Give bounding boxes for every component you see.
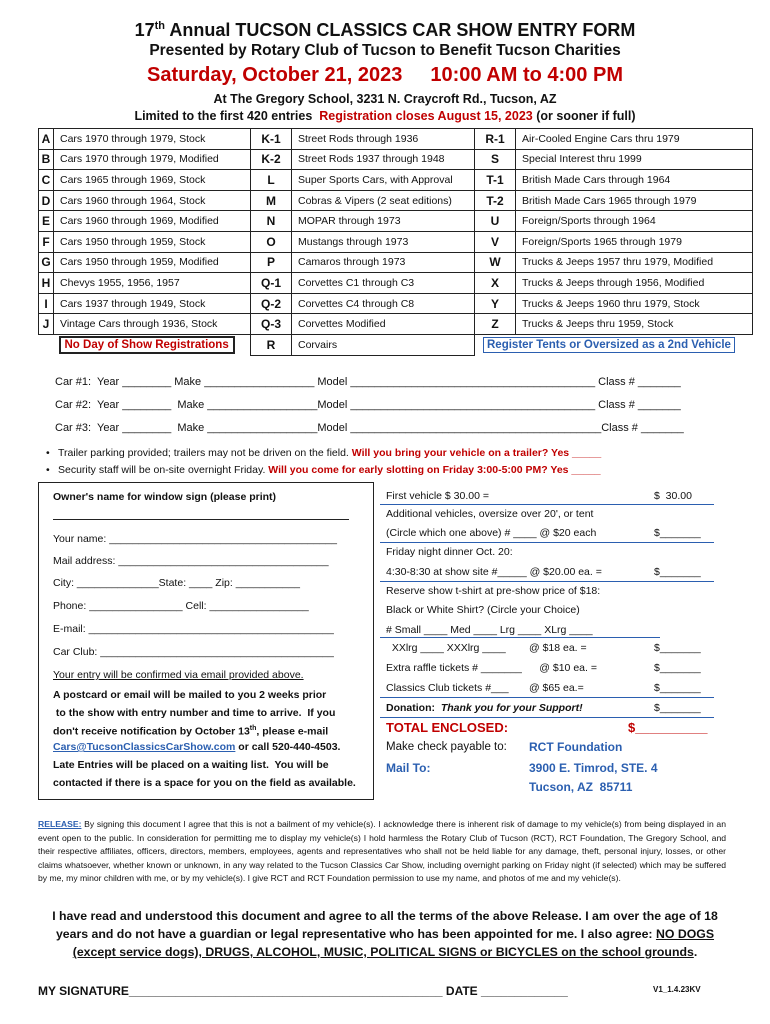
class-desc: Cars 1970 through 1979, Stock: [54, 129, 251, 150]
class-desc: Cars 1965 through 1969, Stock: [54, 170, 251, 191]
entry-limit: Limited to the first 420 entries Registration closes August 15, 2023 (or sooner if full): [134, 109, 636, 123]
class-table-row: [39, 293, 753, 314]
class-code: C: [39, 170, 54, 191]
event-date-time: Saturday, October 21, 2023 10:00 AM to 4:00 PM: [147, 64, 623, 86]
payee-name: RCT Foundation: [529, 740, 623, 754]
tents-cell: [475, 334, 753, 355]
dinner-label: Friday night dinner Oct. 20:: [386, 546, 513, 558]
class-desc: Corvettes C4 through C8: [292, 293, 475, 314]
tshirt-amount[interactable]: $_______: [654, 642, 701, 654]
class-code: Q-2: [251, 293, 292, 314]
security-bullet[interactable]: • Security staff will be on-site overnight Friday. Will you come for early slotting on Friday 3:00-5:00 PM? Yes _____: [58, 464, 601, 476]
club-tickets-count[interactable]: Classics Club tickets #___ @ $65 ea.=: [386, 682, 584, 694]
class-table: [38, 128, 753, 356]
class-desc: Cars 1950 through 1959, Stock: [54, 231, 251, 252]
class-desc: Super Sports Cars, with Approval: [292, 170, 475, 191]
car2-line[interactable]: Car #2: Year ________ Make __________________Model ________________________________________ Class # _______: [55, 399, 681, 411]
class-code: P: [251, 252, 292, 273]
city-state-zip-field[interactable]: City: ______________State: ____ Zip: ___________: [53, 577, 300, 589]
class-code: A: [39, 129, 54, 150]
class-code: E: [39, 211, 54, 232]
class-desc: MOPAR through 1973: [292, 211, 475, 232]
agreement-statement: I have read and understood this document and agree to all the terms of the above Release. I am over the age of 18 years and do not have a guardian or legal representative who has been appointed for me. I also agree: NO DOGS (except service dogs), DRUGS, ALCOHOL, MUSIC, POLITICAL SIGNS or BICYCLES on the school grounds.: [52, 909, 718, 959]
class-desc: Chevys 1955, 1956, 1957: [54, 273, 251, 294]
window-sign-field[interactable]: [53, 507, 349, 520]
additional-vehicles-amount[interactable]: $_______: [654, 527, 701, 539]
class-code: I: [39, 293, 54, 314]
class-desc: Mustangs through 1973: [292, 231, 475, 252]
class-table-row: [39, 252, 753, 273]
late-entries-note-2: contacted if there is a space for you on the field as available.: [53, 777, 356, 789]
class-code: N: [251, 211, 292, 232]
mail-to-label: Mail To:: [386, 761, 431, 775]
mail-address-field[interactable]: Mail address: ____________________________________: [53, 555, 329, 567]
class-desc: Corvettes C1 through C3: [292, 273, 475, 294]
mail-address-line-1: 3900 E. Timrod, STE. 4: [529, 761, 658, 775]
class-desc: Corvettes Modified: [292, 314, 475, 335]
class-code: S: [475, 149, 516, 170]
class-table-row: [39, 211, 753, 232]
your-name-field[interactable]: Your name: _______________________________________: [53, 533, 337, 545]
class-desc: Cars 1970 through 1979, Modified: [54, 149, 251, 170]
first-vehicle-fee: First vehicle $ 30.00 =: [386, 490, 490, 502]
class-code: V: [475, 231, 516, 252]
class-code: K-1: [251, 129, 292, 150]
class-table-row: [39, 273, 753, 294]
confirmation-note: Your entry will be confirmed via email provided above.: [53, 669, 304, 681]
class-code: J: [39, 314, 54, 335]
email-field[interactable]: E-mail: __________________________________________: [53, 623, 334, 635]
additional-vehicles-count[interactable]: (Circle which one above) # ____ @ $20 each: [386, 527, 597, 539]
no-day-of-show-cell: [39, 334, 251, 355]
class-code: U: [475, 211, 516, 232]
contact-line: Cars@TucsonClassicsCarShow.com or call 520-440-4503.: [53, 741, 341, 753]
class-desc: Vintage Cars through 1936, Stock: [54, 314, 251, 335]
class-code: K-2: [251, 149, 292, 170]
tshirt-sizes-2[interactable]: XXlrg ____ XXXlrg ____ @ $18 ea. =: [386, 642, 587, 654]
class-desc: Trucks & Jeeps thru 1959, Stock: [516, 314, 753, 335]
form-subtitle: Presented by Rotary Club of Tucson to Benefit Tucson Charities: [149, 42, 621, 59]
no-day-of-show-notice: No Day of Show Registrations: [59, 336, 235, 354]
class-desc: Cars 1950 through 1959, Modified: [54, 252, 251, 273]
total-enclosed-amount[interactable]: $__________: [628, 720, 708, 735]
signature-date-line[interactable]: MY SIGNATURE_______________________________________________ DATE _____________: [38, 984, 568, 998]
class-code: T-1: [475, 170, 516, 191]
version-label: V1_1.4.23KV: [653, 985, 701, 994]
divider: [380, 581, 714, 582]
class-code: M: [251, 190, 292, 211]
class-code: D: [39, 190, 54, 211]
class-code: O: [251, 231, 292, 252]
divider: [380, 697, 714, 698]
class-desc: British Made Cars through 1964: [516, 170, 753, 191]
dinner-count[interactable]: 4:30-8:30 at show site #_____ @ $20.00 ea. =: [386, 566, 602, 578]
class-code: X: [475, 273, 516, 294]
class-table-row: [39, 149, 753, 170]
class-desc: Camaros through 1973: [292, 252, 475, 273]
class-table-row: [39, 231, 753, 252]
class-desc: Cobras & Vipers (2 seat editions): [292, 190, 475, 211]
class-code: H: [39, 273, 54, 294]
trailer-bullet[interactable]: • Trailer parking provided; trailers may not be driven on the field. Will you bring your vehicle on a trailer? Yes _____: [58, 447, 601, 459]
class-desc: Foreign/Sports through 1964: [516, 211, 753, 232]
class-table-row: [39, 190, 753, 211]
release-label: RELEASE:: [38, 819, 82, 829]
car3-line[interactable]: Car #3: Year ________ Make __________________Model _________________________________________Class # _______: [55, 422, 684, 434]
class-code: L: [251, 170, 292, 191]
window-sign-label: Owner's name for window sign (please print): [53, 491, 277, 503]
first-vehicle-amount: $ 30.00: [654, 490, 692, 502]
release-paragraph: RELEASE: By signing this document I agree that this is not a bailment of my vehicle(s). I acknowledge there is inherent risk of damage to my vehicle(s) from being displayed in an event open to the public. In consideration for permitting me to display my vehicle(s) I hold harmless the Rotary Club of Tucson (RCT), RCT Foundation, The Gregory School, and their respective affiliates, officers, directors, members, employees, agents and representatives who shall not be held liable for any damage, theft, personal injury, losses, or other claims whatsoever, whether known or unknown, in any way related to the Tucson Classics Car Show, including overnight parking on Friday night (if selected) which may be suffered by me, my minor children with me, or by my vehicle(s). I give RCT and RCT Foundation permission to use my name, and photos of me and my vehicle(s).: [38, 819, 726, 884]
event-location: At The Gregory School, 3231 N. Craycroft Rd., Tucson, AZ: [213, 92, 557, 106]
class-code: B: [39, 149, 54, 170]
class-table-row: [39, 129, 753, 150]
donation-amount[interactable]: $_______: [654, 702, 701, 714]
class-desc: Special Interest thru 1999: [516, 149, 753, 170]
total-enclosed-label: TOTAL ENCLOSED:: [386, 720, 509, 735]
class-code: Q-1: [251, 273, 292, 294]
register-tents-notice: Register Tents or Oversized as a 2nd Vehicle: [483, 337, 735, 353]
class-code: Q-3: [251, 314, 292, 335]
club-tickets-amount[interactable]: $_______: [654, 682, 701, 694]
class-desc: Street Rods 1937 through 1948: [292, 149, 475, 170]
postcard-note-1: A postcard or email will be mailed to you 2 weeks prior: [53, 689, 327, 701]
class-table-row: [39, 170, 753, 191]
class-desc: Cars 1960 through 1964, Stock: [54, 190, 251, 211]
class-desc: Trucks & Jeeps 1960 thru 1979, Stock: [516, 293, 753, 314]
divider: [380, 542, 714, 543]
class-desc: British Made Cars 1965 through 1979: [516, 190, 753, 211]
tshirt-sizes-1[interactable]: # Small ____ Med ____ Lrg ____ XLrg ____: [386, 624, 593, 636]
class-code: R: [251, 334, 292, 355]
class-desc: Street Rods through 1936: [292, 129, 475, 150]
divider: [380, 637, 660, 638]
class-desc: Foreign/Sports 1965 through 1979: [516, 231, 753, 252]
phone-cell-field[interactable]: Phone: ________________ Cell: _________________: [53, 600, 309, 612]
class-code: Z: [475, 314, 516, 335]
raffle-amount[interactable]: $_______: [654, 662, 701, 674]
form-title: 17th Annual TUCSON CLASSICS CAR SHOW ENTRY FORM: [134, 20, 636, 40]
owner-info-box: [38, 482, 374, 800]
late-entries-note-1: Late Entries will be placed on a waiting list. You will be: [53, 759, 329, 771]
class-table-row: [39, 314, 753, 335]
class-desc: Cars 1960 through 1969, Modified: [54, 211, 251, 232]
fees-box: [376, 482, 716, 800]
class-code: W: [475, 252, 516, 273]
divider: [380, 717, 714, 718]
class-code: Y: [475, 293, 516, 314]
contact-email-link[interactable]: Cars@TucsonClassicsCarShow.com: [53, 741, 236, 753]
class-desc: Trucks & Jeeps through 1956, Modified: [516, 273, 753, 294]
divider: [380, 504, 714, 505]
payable-label: Make check payable to:: [386, 741, 507, 753]
car1-line[interactable]: Car #1: Year ________ Make __________________ Model ________________________________________ Class # _______: [55, 376, 681, 388]
raffle-count[interactable]: Extra raffle tickets # _______ @ $10 ea. =: [386, 662, 597, 674]
class-code: G: [39, 252, 54, 273]
class-desc: Air-Cooled Engine Cars thru 1979: [516, 129, 753, 150]
dinner-amount[interactable]: $_______: [654, 566, 701, 578]
tshirt-label: Reserve show t-shirt at pre-show price of $18:: [386, 585, 601, 597]
class-code: F: [39, 231, 54, 252]
class-desc: Corvairs: [292, 334, 475, 355]
additional-vehicles-label: Additional vehicles, oversize over 20', or tent: [386, 508, 594, 520]
tshirt-color-choice[interactable]: Black or White Shirt? (Circle your Choice): [386, 604, 580, 616]
postcard-note-2: to the show with entry number and time to arrive. If you: [53, 707, 336, 719]
class-desc: Trucks & Jeeps 1957 thru 1979, Modified: [516, 252, 753, 273]
postcard-note-3: don't receive notification by October 13th, please e-mail: [53, 725, 329, 738]
mail-address-line-2: Tucson, AZ 85711: [529, 780, 633, 794]
donation-label: Donation: Thank you for your Support!: [386, 702, 583, 714]
class-code: T-2: [475, 190, 516, 211]
class-code: R-1: [475, 129, 516, 150]
class-table-last-row: [39, 334, 753, 355]
class-desc: Cars 1937 through 1949, Stock: [54, 293, 251, 314]
car-club-field[interactable]: Car Club: ________________________________________: [53, 646, 334, 658]
